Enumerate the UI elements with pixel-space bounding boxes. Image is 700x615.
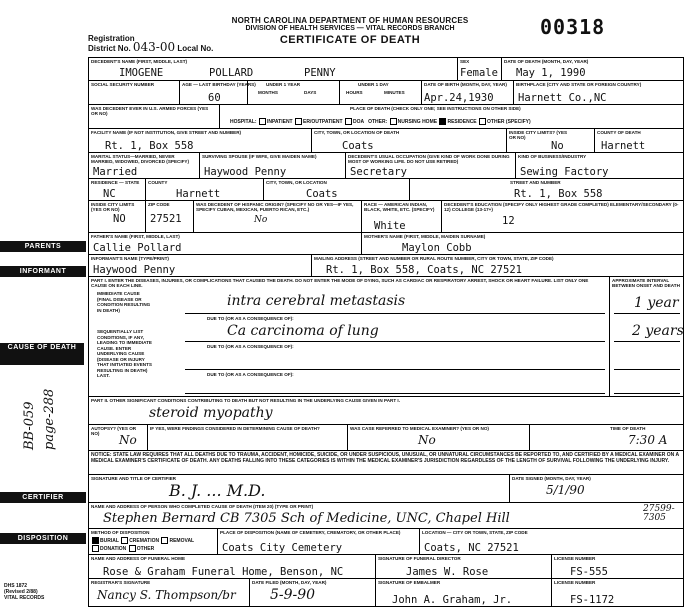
months-label: MONTHS (258, 90, 278, 95)
informant-name-cell (89, 255, 311, 277)
due-to-d-label: DUE TO (OR AS A CONSEQUENCE OF): (207, 372, 294, 377)
residence-checkbox[interactable] (439, 118, 446, 125)
ssn-cell (89, 81, 179, 105)
father-value: Callie Pollard (93, 242, 182, 254)
registrar-label: REGISTRAR'S SIGNATURE (91, 580, 151, 585)
due-to-c-label: DUE TO (OR AS A CONSEQUENCE OF): (207, 344, 294, 349)
sex-value: Female (460, 67, 498, 79)
findings-cell (147, 425, 347, 451)
dod-value: May 1, 1990 (516, 67, 586, 79)
birthplace-cell (513, 81, 683, 105)
minutes-label: MINUTES (384, 90, 405, 95)
part2-value: steroid myopathy (149, 405, 273, 421)
mother-cell (361, 233, 683, 255)
place-of-death-cell (219, 105, 683, 129)
registration-label: Registration (88, 34, 135, 43)
dod-cell (501, 58, 683, 80)
registrar-signature: Nancy S. Thompson/br (97, 588, 236, 602)
row-cause-part2 (89, 396, 683, 425)
other-label: OTHER: (368, 118, 388, 125)
street-cell (409, 179, 683, 201)
mother-value: Maylon Cobb (402, 242, 472, 254)
facility-value: Rt. 1, Box 558 (105, 140, 194, 152)
res-city-value: Coats (306, 188, 338, 200)
part2-cell (89, 397, 683, 425)
department-heading: NORTH CAROLINA DEPARTMENT OF HUMAN RESOURCES (231, 16, 469, 25)
under-day-label: UNDER 1 DAY (358, 82, 389, 87)
death-city-cell (311, 129, 506, 153)
spouse-cell (199, 153, 345, 179)
age-cell (179, 81, 256, 105)
donation-label: DONATION (100, 545, 127, 552)
certifier-tab: CERTIFIER (0, 492, 86, 503)
business-value: Sewing Factory (520, 166, 609, 178)
row-informant (89, 254, 683, 277)
informant-name-value: Haywood Penny (93, 264, 176, 276)
fd-sig-label: SIGNATURE OF FUNERAL DIRECTOR (378, 556, 461, 561)
fd-license-cell (551, 555, 683, 579)
interval-a: 1 year (634, 295, 679, 311)
row-name (89, 58, 683, 80)
emb-license-value: FS-1172 (570, 594, 615, 606)
education-label: DECEDENT'S EDUCATION (SPECIFY ONLY HIGHEST GRADE COMPLETED) ELEMENTARY/SECONDARY (0-12) COLLEGE (13-17+) (444, 202, 679, 213)
street-label: STREET AND NUMBER (510, 180, 561, 185)
district-label: District No. (88, 44, 131, 53)
cremation-label: CREMATION (129, 537, 160, 544)
certifier-sig-label: SIGNATURE AND TITLE OF CERTIFIER (91, 476, 176, 481)
res-inside-value: NO (113, 213, 126, 225)
race-label: RACE — AMERICAN INDIAN, BLACK, WHITE, ETC. (SPECIFY) (364, 202, 435, 213)
row-autopsy (89, 424, 683, 451)
informant-address-label: MAILING ADDRESS (STREET AND NUMBER OR RURAL ROUTE NUMBER, CITY OR TOWN, STATE, ZIP CODE) (314, 256, 554, 261)
date-signed-cell (509, 475, 683, 503)
completer-value: Stephen Bernard CB 7305 Sch of Medicine, UNC, Chapel Hill (103, 511, 510, 526)
fd-license-value: FS-555 (570, 566, 608, 578)
method-options-row2 (91, 545, 154, 552)
registration-block (88, 34, 213, 53)
interval-b-rule (614, 341, 680, 342)
res-city-label: CITY, TOWN, OR LOCATION (266, 180, 327, 185)
interval-d-rule (614, 393, 680, 394)
row-notice (89, 450, 683, 475)
immediate-cause-label: IMMEDIATE CAUSE (FINAL DISEASE OR CONDITION RESULTING IN DEATH) (97, 291, 151, 313)
parents-tab: PARENTS (0, 241, 86, 252)
disposition-place-cell (217, 529, 419, 555)
zip-cell (145, 201, 193, 233)
cause-line-d-rule (185, 393, 605, 394)
row-place (89, 104, 683, 129)
date-filed-label: DATE FILED (MONTH, DAY, YEAR) (252, 580, 327, 585)
ssn-label: SOCIAL SECURITY NUMBER (91, 82, 155, 87)
res-state-label: RESIDENCE — STATE (91, 180, 140, 185)
row-disposition (89, 528, 683, 555)
form-code-number: DHS 1872 (4, 583, 28, 589)
findings-label: IF YES, WERE FINDINGS CONSIDERED IN DETERMINING CAUSE OF DEATH? (150, 426, 320, 431)
inside-city-value: No (551, 140, 564, 152)
cremation-checkbox[interactable] (121, 537, 128, 544)
row-completer (89, 502, 683, 529)
occupation-value: Secretary (350, 166, 407, 178)
name-label: DECEDENT'S NAME (FIRST, MIDDLE, LAST) (91, 59, 188, 64)
race-cell (361, 201, 441, 233)
margin-note-page: page-288 (42, 388, 57, 450)
nursing-label: NURSING HOME (397, 118, 438, 125)
first-name: IMOGENE (119, 67, 164, 79)
interval-a-rule (614, 313, 680, 314)
margin-note-book: BB-059 (22, 401, 37, 450)
informant-name-label: INFORMANT'S NAME (TYPE/PRINT) (91, 256, 169, 261)
medical-examiner-notice: NOTICE: STATE LAW REQUIRES THAT ALL DEATHS DUE TO TRAUMA, ACCIDENT, HOMICIDE, SUICIDE, OR UNDER SUSPICIOUS, UNUSUAL, OR UNNATURAL CIRCUMSTANCES BE REPORTED TO, AND CERTIFIED BY A MEDICAL EXAMINER ON A MEDICAL EXAMINER'S CERTIFICATE OF DEATH. ANY DEATHS FALLING INTO THESE CATEGORIES IS WITHIN THE MEDICAL EXAMINER'S JURISDICTION REGARDLESS OF THE LENGTH OF SURVIVAL FOLLOWING THE UNDERLYING INJURY. (91, 452, 679, 464)
place-of-death-label: PLACE OF DEATH (CHECK ONLY ONE; SEE INSTRUCTIONS ON OTHER SIDE) (350, 106, 521, 111)
res-state-cell (89, 179, 145, 201)
date-filed-value: 5-9-90 (270, 587, 316, 603)
sequential-label: SEQUENTIALLY LIST CONDITIONS, IF ANY, LEADING TO IMMEDIATE CAUSE. ENTER UNDERLYING CAUSE (DISEASE OR INJURY THAT INITIATED EVENTS RESULTING IN DEATH) LAST. (97, 329, 152, 378)
cause-line-a-rule (185, 313, 605, 314)
date-filed-cell (249, 579, 375, 607)
medex-value: No (418, 433, 436, 447)
res-city-cell (263, 179, 409, 201)
death-county-cell (594, 129, 683, 153)
removal-checkbox[interactable] (161, 537, 168, 544)
row-facility (89, 128, 683, 153)
res-state-value: NC (103, 188, 116, 200)
form-code (4, 583, 44, 601)
disposition-location-cell (419, 529, 683, 555)
last-name: PENNY (304, 67, 336, 79)
father-cell (89, 233, 361, 255)
time-cell (529, 425, 683, 451)
informant-address-cell (311, 255, 683, 277)
cause-lines-cell (89, 277, 609, 397)
registrar-cell (89, 579, 249, 607)
death-county-value: Harnett (601, 140, 646, 152)
dob-cell (421, 81, 513, 105)
death-city-label: CITY, TOWN, OR LOCATION OF DEATH (314, 130, 400, 135)
date-signed-label: DATE SIGNED (MONTH, DAY, YEAR) (512, 476, 591, 481)
res-county-label: COUNTY (148, 180, 168, 185)
disposition-place-value: Coats City Cemetery (222, 542, 343, 554)
hospital-label: HOSPITAL: (230, 118, 257, 125)
interval-cell (609, 277, 683, 397)
inpatient-checkbox[interactable] (259, 118, 266, 125)
completer-zip: 27599-7305 (643, 504, 675, 523)
form-revised: (Revised 2/88) (4, 589, 38, 595)
dod-label: DATE OF DEATH (MONTH, DAY, YEAR) (504, 59, 589, 64)
armed-forces-label: WAS DECEDENT EVER IN U.S. ARMED FORCES (YES OR NO) (91, 106, 209, 117)
business-label: KIND OF BUSINESS/INDUSTRY (518, 154, 587, 159)
row-residence (89, 178, 683, 201)
er-label: ER/OUTPATIENT (303, 118, 343, 125)
nursing-checkbox[interactable] (390, 118, 397, 125)
row-certifier (89, 474, 683, 503)
other-method-checkbox[interactable] (129, 545, 136, 552)
autopsy-cell (89, 425, 147, 451)
marital-cell (89, 153, 199, 179)
under-day-cell (339, 81, 421, 105)
informant-tab: INFORMANT (0, 266, 86, 277)
autopsy-value: No (119, 433, 137, 447)
inpatient-label: INPATIENT (266, 118, 293, 125)
informant-address-value: Rt. 1, Box 558, Coats, NC 27521 (326, 264, 522, 276)
education-cell (441, 201, 683, 233)
cause-line-b: Ca carcinoma of lung (227, 323, 379, 339)
date-signed-value: 5/1/90 (546, 483, 585, 497)
marital-value: Married (93, 166, 138, 178)
burial-checkbox[interactable] (92, 537, 99, 544)
middle-name: POLLARD (209, 67, 254, 79)
sex-label: SEX (460, 59, 470, 64)
education-value: 12 (502, 215, 515, 227)
emb-license-label: LICENSE NUMBER (554, 580, 596, 585)
inside-city-label: INSIDE CITY LIMITS? (YES OR NO) (509, 130, 568, 141)
doa-label: DOA (352, 118, 364, 125)
inside-city-cell (506, 129, 594, 153)
res-inside-label: INSIDE CITY LIMITS (YES OR NO) (91, 202, 135, 213)
completer-label: NAME AND ADDRESS OF PERSON WHO COMPLETED CAUSE OF DEATH (ITEM 20) (TYPE OR PRINT) (91, 504, 314, 509)
cause-line-b-rule (185, 341, 605, 342)
time-label: TIME OF DEATH (610, 426, 646, 431)
funeral-home-label: NAME AND ADDRESS OF FUNERAL HOME (91, 556, 186, 561)
spouse-label: SURVIVING SPOUSE (IF WIFE, GIVE MAIDEN NAME) (202, 154, 317, 159)
birthplace-label: BIRTHPLACE (CITY AND STATE OR FOREIGN COUNTRY) (516, 82, 642, 87)
certificate-number: 00318 (540, 15, 606, 39)
medex-cell (347, 425, 529, 451)
interval-b: 2 years (632, 323, 684, 339)
sex-cell (457, 58, 501, 80)
doa-checkbox[interactable] (345, 118, 352, 125)
part2-label: PART II. OTHER SIGNIFICANT CONDITIONS CONTRIBUTING TO DEATH BUT NOT RESULTING IN THE UNDERLYING CAUSE GIVEN IN PART I. (91, 398, 400, 403)
certificate-title: CERTIFICATE OF DEATH (279, 34, 421, 46)
hispanic-value: No (254, 215, 268, 225)
disposition-tab: DISPOSITION (0, 533, 86, 544)
hispanic-label: WAS DECEDENT OF HISPANIC ORIGIN? (SPECIFY NO OR YES—IF YES, SPECIFY CUBAN, MEXICAN, PUERTO RICAN, ETC.) (196, 202, 354, 213)
zip-value: 27521 (150, 213, 182, 225)
emb-license-cell (551, 579, 683, 607)
row-demographics (89, 200, 683, 233)
method-options-row1 (91, 537, 194, 544)
under-year-cell (247, 81, 339, 105)
fd-license-label: LICENSE NUMBER (554, 556, 596, 561)
mother-label: MOTHER'S NAME (FIRST, MIDDLE, MAIDEN SURNAME) (364, 234, 486, 239)
disposition-location-label: LOCATION — CITY OR TOWN, STATE, ZIP CODE (422, 530, 528, 535)
residence-label: RESIDENCE (447, 118, 477, 125)
facility-label: FACILITY NAME (IF NOT INSTITUTION, GIVE STREET AND NUMBER) (91, 130, 242, 135)
method-cell (89, 529, 217, 555)
autopsy-label: AUTOPSY? (YES OR NO) (91, 426, 137, 437)
interval-label: APPROXIMATE INTERVAL BETWEEN ONSET AND DEATH (612, 278, 680, 289)
embalmer-value: John A. Graham, Jr. (392, 594, 513, 606)
certifier-sig-cell (89, 475, 509, 503)
father-label: FATHER'S NAME (FIRST, MIDDLE, LAST) (91, 234, 180, 239)
row-funeral-home (89, 554, 683, 579)
zip-label: ZIP CODE (148, 202, 170, 207)
medex-label: WAS CASE REFERRED TO MEDICAL EXAMINER? (YES OR NO) (350, 426, 489, 431)
marital-label: MARITAL STATUS—MARRIED, NEVER MARRIED, WIDOWED, DIVORCED (SPECIFY) (91, 154, 190, 165)
business-cell (515, 153, 683, 179)
place-options (230, 118, 531, 125)
certifier-signature: B. J. ... M.D. (169, 481, 266, 500)
embalmer-cell (375, 579, 551, 607)
days-label: DAYS (304, 90, 317, 95)
hours-label: HOURS (346, 90, 363, 95)
facility-cell (89, 129, 311, 153)
cause-line-c-rule (185, 369, 605, 370)
division-heading: DIVISION OF HEALTH SERVICES — VITAL RECORDS BRANCH (245, 25, 455, 32)
other-specify-checkbox[interactable] (479, 118, 486, 125)
dob-label: DATE OF BIRTH (MONTH, DAY, YEAR) (424, 82, 507, 87)
occupation-label: DECEDENT'S USUAL OCCUPATION (GIVE KIND OF WORK DONE DURING MOST OF WORKING LIFE. DO NOT USE RETIRED) (348, 154, 510, 165)
res-county-cell (145, 179, 263, 201)
death-city-value: Coats (342, 140, 374, 152)
fd-sig-value: James W. Rose (406, 566, 489, 578)
er-checkbox[interactable] (295, 118, 302, 125)
hispanic-cell (193, 201, 361, 233)
cause-line-a: intra cerebral metastasis (227, 293, 406, 309)
res-county-value: Harnett (176, 188, 221, 200)
other-specify-label: OTHER (SPECIFY) (487, 118, 531, 125)
birthplace-value: Harnett Co.,NC (518, 92, 607, 104)
donation-checkbox[interactable] (92, 545, 99, 552)
completer-cell (89, 503, 683, 529)
other-method-label: OTHER (136, 545, 155, 552)
row-registrar (89, 578, 683, 607)
age-value: 60 (208, 92, 221, 104)
occupation-cell (345, 153, 515, 179)
time-value: 7:30 A (628, 433, 668, 447)
row-age (89, 80, 683, 105)
under-year-label: UNDER 1 YEAR (266, 82, 301, 87)
district-value: 043-00 (132, 40, 176, 54)
method-label: METHOD OF DISPOSITION (91, 530, 150, 535)
row-parents (89, 232, 683, 255)
street-value: Rt. 1, Box 558 (514, 188, 603, 200)
disposition-place-label: PLACE OF DISPOSITION (NAME OF CEMETERY, CREMATORY, OR OTHER PLACE) (220, 530, 401, 535)
local-label: Local No. (177, 44, 214, 53)
interval-c-rule (614, 369, 680, 370)
death-county-label: COUNTY OF DEATH (597, 130, 641, 135)
certificate-grid (88, 57, 684, 607)
part1-label: PART I. ENTER THE DISEASES, INJURIES, OR COMPLICATIONS THAT CAUSED THE DEATH. DO NOT ENTER THE MODE OF DYING, SUCH AS CARDIAC OR RESPIRATORY ARREST, SHOCK OR HEART FAILURE. LIST ONLY ONE CAUSE ON EACH LINE. (91, 278, 589, 289)
disposition-location-value: Coats, NC 27521 (424, 542, 519, 554)
cause-of-death-tab: CAUSE OF DEATH (0, 343, 84, 365)
due-to-b-label: DUE TO (OR AS A CONSEQUENCE OF): (207, 316, 294, 321)
row-marital (89, 152, 683, 179)
spouse-value: Haywood Penny (204, 166, 287, 178)
funeral-home-cell (89, 555, 375, 579)
funeral-home-value: Rose & Graham Funeral Home, Benson, NC (103, 566, 344, 578)
embalmer-label: SIGNATURE OF EMBALMER (378, 580, 441, 585)
armed-forces-cell (89, 105, 219, 129)
removal-label: REMOVAL (169, 537, 195, 544)
res-inside-cell (89, 201, 145, 233)
form-vital-records: VITAL RECORDS (4, 595, 45, 601)
burial-label: BURIAL (100, 537, 119, 544)
row-cause-part1 (89, 276, 683, 397)
fd-sig-cell (375, 555, 551, 579)
dob-value: Apr.24,1930 (424, 92, 494, 104)
race-value: White (374, 220, 406, 232)
age-label: AGE — LAST BIRTHDAY (YEARS) (182, 82, 256, 87)
name-cell (89, 58, 457, 80)
